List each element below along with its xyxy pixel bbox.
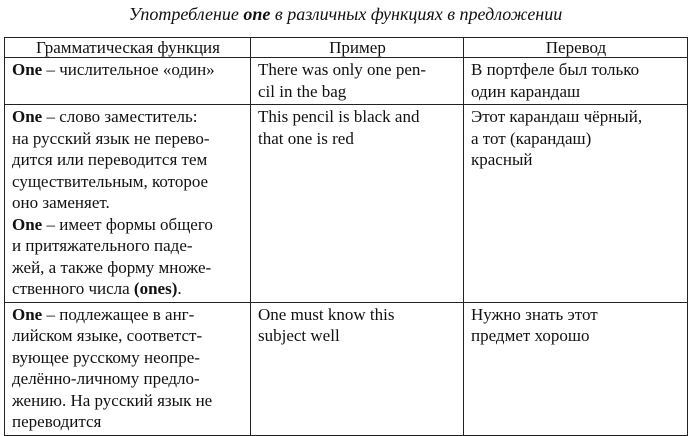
function-text: – имеет формы общего	[42, 214, 213, 234]
example-line: that one is red	[258, 128, 354, 148]
function-text: существительным, которое	[12, 171, 209, 191]
example-line: There was only one pen-	[258, 60, 427, 79]
function-text: – слово заместитель:	[42, 107, 198, 126]
translation-line: предмет хорошо	[471, 326, 590, 345]
keyword-one: One	[12, 60, 43, 79]
function-text: жей, а также форму множе-	[12, 257, 212, 277]
function-line	[12, 128, 244, 150]
function-line	[12, 347, 244, 369]
function-line	[12, 192, 244, 214]
table-caption	[0, 3, 691, 25]
function-text: ственного числа	[12, 279, 134, 298]
function-line	[12, 304, 244, 326]
translation-line: один карандаш	[471, 81, 581, 101]
function-line	[12, 325, 244, 347]
function-line	[12, 390, 244, 412]
function-text: переводится	[12, 412, 102, 431]
keyword-one: One	[12, 107, 43, 126]
function-line	[12, 411, 244, 433]
translation-cell	[464, 302, 688, 435]
function-paragraph	[12, 304, 244, 433]
translation-line: а тот (карандаш)	[471, 128, 592, 148]
caption-text-after: в различных функциях в предложении	[270, 4, 563, 24]
function-line	[12, 171, 244, 193]
function-line	[12, 257, 244, 279]
function-line	[12, 214, 244, 236]
example-line: subject well	[258, 326, 340, 345]
function-paragraph	[12, 106, 244, 214]
table-header-row	[5, 38, 688, 58]
function-line	[12, 235, 244, 257]
example-line: cil in the bag	[258, 81, 347, 101]
function-line	[12, 59, 244, 81]
function-line	[12, 278, 244, 300]
function-text: дится или переводится тем	[12, 150, 208, 169]
keyword-one: One	[12, 304, 43, 324]
function-text: лийском языке, соответст-	[12, 326, 203, 345]
caption-text-before: Употребление	[128, 4, 244, 24]
translation-cell	[464, 105, 688, 303]
example-cell	[251, 302, 464, 435]
translation-cell	[464, 58, 688, 105]
table-row	[5, 302, 688, 435]
translation-line: красный	[471, 150, 533, 169]
example-cell	[251, 58, 464, 105]
function-text: оно заменяет.	[12, 193, 110, 212]
function-text: вующее русскому неопре-	[12, 347, 200, 367]
translation-line: Нужно знать этот	[471, 304, 598, 324]
function-cell	[5, 105, 251, 303]
function-text: делённо-личному предло-	[12, 369, 200, 388]
function-line	[12, 368, 244, 390]
table-row	[5, 105, 688, 303]
keyword-ones: (ones)	[133, 279, 178, 298]
translation-line: Этот карандаш чёрный,	[471, 107, 643, 126]
function-text: – числительное «один»	[42, 60, 215, 79]
function-text: – подлежащее в анг-	[42, 304, 195, 324]
function-paragraph	[12, 214, 244, 300]
header-example: Пример	[251, 38, 464, 58]
table-row	[5, 58, 688, 105]
function-line	[12, 149, 244, 171]
keyword-one: One	[12, 214, 43, 234]
caption-keyword: one	[243, 4, 271, 24]
function-cell	[5, 58, 251, 105]
function-line	[12, 106, 244, 128]
function-text-tail: .	[177, 279, 182, 298]
function-text: жению. На русский язык не	[12, 390, 213, 410]
header-function: Грамматическая функция	[5, 38, 251, 58]
function-text: на русский язык не перево-	[12, 128, 210, 148]
function-table	[4, 37, 688, 436]
example-cell	[251, 105, 464, 303]
function-paragraph	[12, 59, 244, 81]
translation-line: В портфеле был только	[471, 60, 640, 79]
function-cell	[5, 302, 251, 435]
function-text: и притяжательного паде-	[12, 236, 193, 255]
example-line: This pencil is black and	[258, 107, 420, 126]
example-line: One must know this	[258, 304, 395, 324]
header-translation: Перевод	[464, 38, 688, 58]
